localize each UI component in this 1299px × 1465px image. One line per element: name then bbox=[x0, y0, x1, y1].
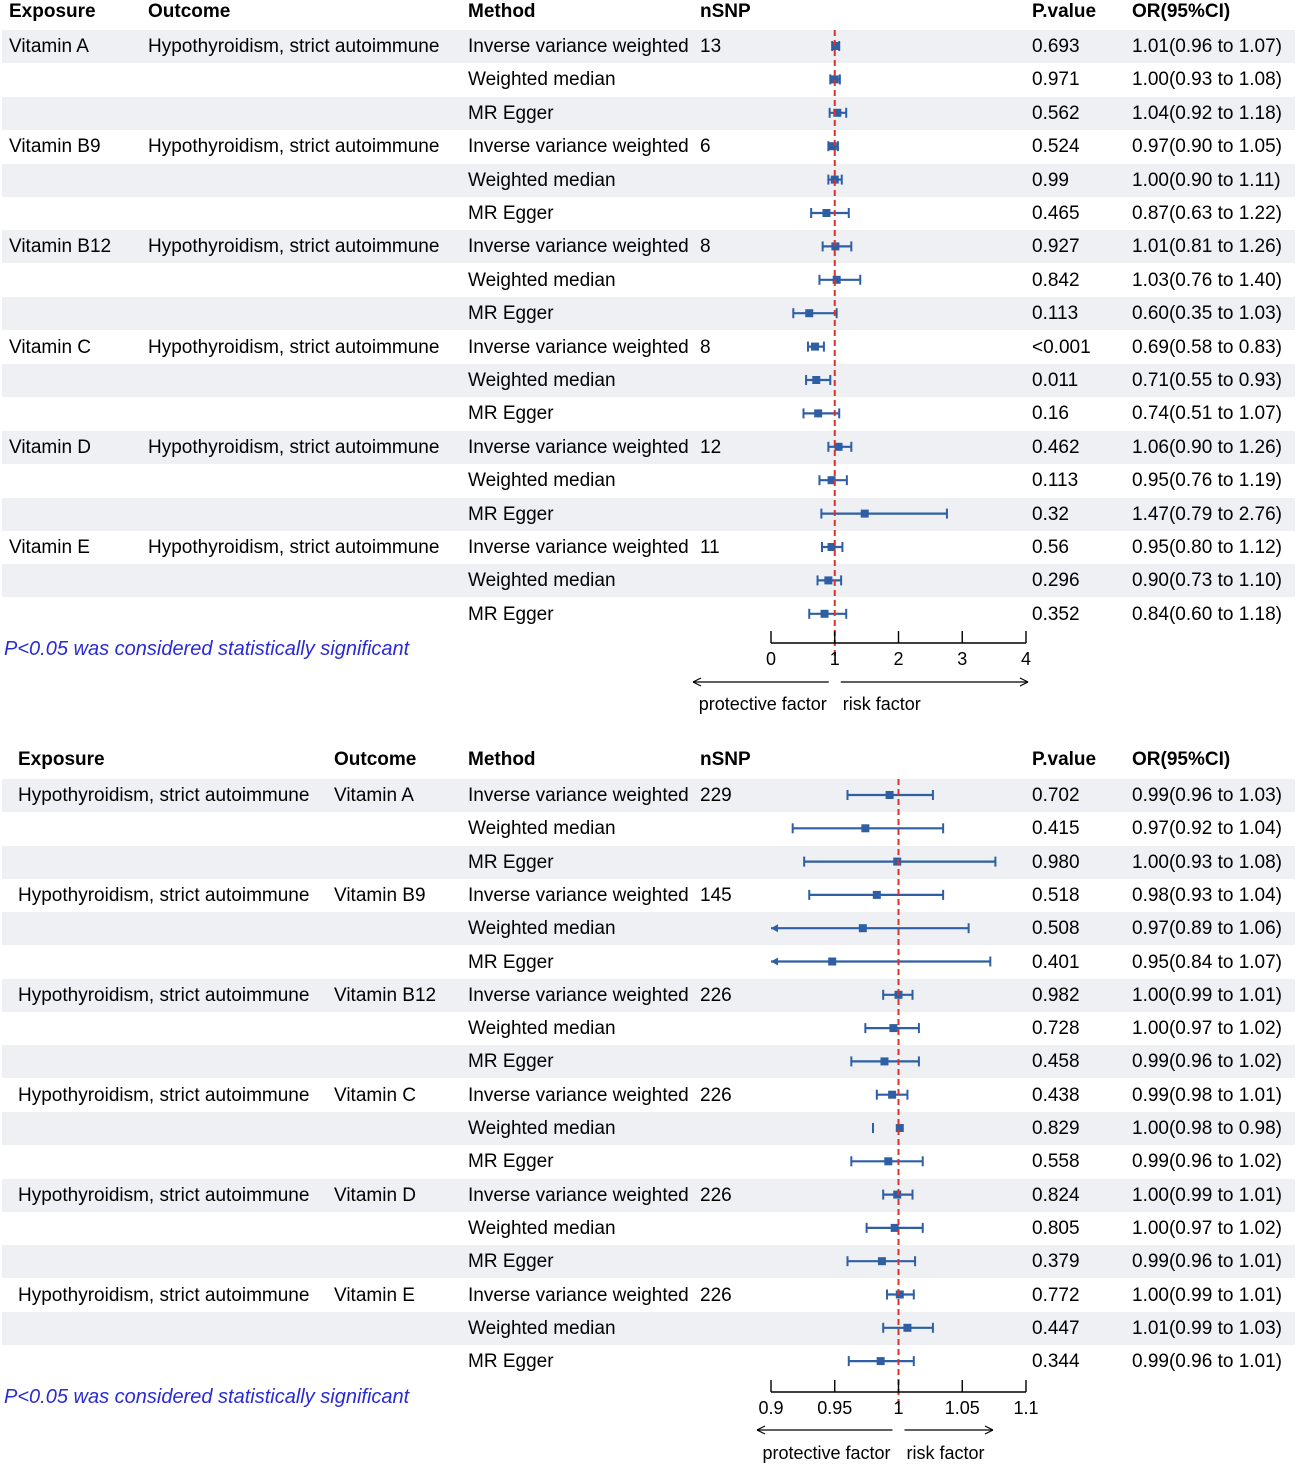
cell-or: 0.84(0.60 to 1.18) bbox=[1132, 603, 1282, 625]
x-tick-label: 0.9 bbox=[758, 1398, 784, 1418]
x-tick-label: 1 bbox=[829, 649, 840, 669]
point-estimate bbox=[884, 1157, 892, 1165]
header-or: OR(95%CI) bbox=[1132, 1, 1231, 22]
cell-outcome: Hypothyroidism, strict autoimmune bbox=[148, 36, 440, 57]
protective-label: protective factor bbox=[698, 694, 827, 714]
cell-exposure: Hypothyroidism, strict autoimmune bbox=[18, 785, 310, 806]
cell-exposure: Vitamin B12 bbox=[9, 236, 112, 258]
cell-nsnp: 12 bbox=[700, 436, 722, 458]
point-estimate bbox=[821, 610, 829, 618]
cell-pvalue: 0.971 bbox=[1032, 69, 1080, 91]
ci-marker-9 bbox=[877, 1090, 908, 1100]
point-estimate bbox=[822, 209, 830, 217]
cell-pvalue: 0.805 bbox=[1032, 1217, 1080, 1239]
cell-outcome: Vitamin C bbox=[334, 1084, 417, 1106]
cell-pvalue: 0.562 bbox=[1032, 102, 1080, 124]
cell-exposure: Hypothyroidism, strict autoimmune bbox=[18, 984, 310, 1006]
ci-marker-6 bbox=[823, 241, 852, 251]
x-tick-label: 0 bbox=[765, 649, 777, 669]
ci-marker-3 bbox=[828, 141, 838, 151]
cell-method: Inverse variance weighted bbox=[468, 1184, 689, 1206]
cell-outcome: Vitamin A bbox=[334, 785, 414, 806]
ci-marker-12 bbox=[828, 442, 851, 452]
cell-nsnp: 229 bbox=[700, 785, 732, 806]
cell-pvalue: 0.702 bbox=[1032, 785, 1080, 806]
ci-marker-2 bbox=[804, 857, 995, 867]
point-estimate bbox=[877, 1357, 885, 1365]
ci-marker-17 bbox=[849, 1356, 914, 1366]
cell-outcome: Vitamin E bbox=[334, 1284, 415, 1306]
cell-nsnp: 226 bbox=[700, 984, 732, 1006]
cell-method: MR Egger bbox=[468, 403, 554, 425]
cell-or: 1.01(0.99 to 1.03) bbox=[1132, 1317, 1282, 1339]
ci-marker-5 bbox=[811, 208, 849, 218]
header-method: Method bbox=[468, 749, 536, 770]
cell-or: 0.71(0.55 to 0.93) bbox=[1132, 370, 1282, 391]
cell-pvalue: 0.842 bbox=[1032, 269, 1080, 291]
cell-pvalue: 0.465 bbox=[1032, 203, 1080, 224]
cell-method: MR Egger bbox=[468, 1051, 554, 1073]
cell-or: 1.00(0.99 to 1.01) bbox=[1132, 984, 1282, 1006]
point-estimate bbox=[896, 1124, 904, 1132]
cell-method: Weighted median bbox=[468, 818, 616, 840]
ci-marker-2 bbox=[830, 108, 847, 118]
header-nsnp: nSNP bbox=[700, 749, 751, 770]
ci-marker-5 bbox=[771, 957, 990, 967]
cell-or: 0.97(0.89 to 1.06) bbox=[1132, 918, 1282, 940]
cell-or: 0.99(0.96 to 1.03) bbox=[1132, 785, 1282, 806]
cell-pvalue: 0.99 bbox=[1032, 169, 1069, 191]
cell-pvalue: 0.508 bbox=[1032, 918, 1080, 940]
cell-method: MR Egger bbox=[468, 1251, 554, 1273]
cell-or: 0.97(0.90 to 1.05) bbox=[1132, 136, 1282, 158]
cell-pvalue: 0.56 bbox=[1032, 537, 1069, 558]
point-estimate bbox=[828, 958, 836, 966]
x-tick-label: 3 bbox=[957, 649, 968, 669]
cell-exposure: Vitamin D bbox=[9, 436, 92, 458]
cell-nsnp: 8 bbox=[700, 236, 711, 258]
point-estimate bbox=[888, 1091, 896, 1099]
significance-footnote: P<0.05 was considered statistically significant bbox=[4, 638, 410, 660]
cell-nsnp: 8 bbox=[700, 336, 711, 358]
cell-method: Inverse variance weighted bbox=[468, 537, 689, 558]
cell-or: 0.95(0.84 to 1.07) bbox=[1132, 951, 1282, 973]
point-estimate bbox=[824, 576, 832, 584]
cell-pvalue: 0.558 bbox=[1032, 1151, 1080, 1173]
point-estimate bbox=[889, 1024, 897, 1032]
cell-or: 1.06(0.90 to 1.26) bbox=[1132, 436, 1282, 458]
cell-or: 0.99(0.96 to 1.02) bbox=[1132, 1151, 1282, 1173]
x-tick-label: 1.05 bbox=[944, 1398, 980, 1418]
cell-nsnp: 226 bbox=[700, 1284, 732, 1306]
cell-or: 0.95(0.76 to 1.19) bbox=[1132, 470, 1282, 492]
cell-pvalue: 0.728 bbox=[1032, 1018, 1080, 1040]
cell-method: MR Egger bbox=[468, 1151, 554, 1173]
direction-arrows bbox=[693, 678, 1028, 714]
ci-marker-0 bbox=[848, 790, 933, 800]
cell-method: Inverse variance weighted bbox=[468, 1084, 689, 1106]
cell-pvalue: 0.415 bbox=[1032, 818, 1080, 840]
forest-plot-svg bbox=[0, 745, 1299, 1465]
header-nsnp: nSNP bbox=[700, 1, 751, 22]
cell-method: MR Egger bbox=[468, 303, 554, 325]
cell-nsnp: 226 bbox=[700, 1184, 732, 1206]
header-outcome: Outcome bbox=[148, 1, 231, 22]
point-estimate bbox=[811, 343, 819, 351]
cell-method: Inverse variance weighted bbox=[468, 36, 689, 57]
point-estimate bbox=[873, 891, 881, 899]
cell-method: Weighted median bbox=[468, 69, 616, 91]
cell-method: Inverse variance weighted bbox=[468, 436, 689, 458]
cell-or: 1.00(0.99 to 1.01) bbox=[1132, 1284, 1282, 1306]
ci-arrow-left bbox=[771, 958, 778, 966]
cell-or: 1.47(0.79 to 2.76) bbox=[1132, 503, 1282, 525]
point-estimate bbox=[878, 1257, 886, 1265]
cell-method: Weighted median bbox=[468, 1018, 616, 1040]
cell-method: MR Egger bbox=[468, 203, 554, 224]
cell-or: 0.69(0.58 to 0.83) bbox=[1132, 336, 1282, 358]
cell-method: Weighted median bbox=[468, 370, 616, 391]
ci-marker-13 bbox=[819, 475, 846, 485]
x-tick-label: 1.1 bbox=[1013, 1398, 1039, 1418]
ci-marker-16 bbox=[883, 1323, 933, 1333]
ci-arrow-left bbox=[771, 924, 778, 932]
header-outcome: Outcome bbox=[334, 749, 417, 770]
cell-method: Inverse variance weighted bbox=[468, 785, 689, 806]
cell-or: 1.04(0.92 to 1.18) bbox=[1132, 102, 1282, 124]
cell-method: Inverse variance weighted bbox=[468, 336, 689, 358]
cell-or: 1.03(0.76 to 1.40) bbox=[1132, 269, 1282, 291]
cell-pvalue: 0.524 bbox=[1032, 136, 1080, 158]
cell-outcome: Hypothyroidism, strict autoimmune bbox=[148, 336, 440, 358]
cell-exposure: Vitamin E bbox=[9, 537, 90, 558]
point-estimate bbox=[835, 443, 843, 451]
cell-method: Weighted median bbox=[468, 1317, 616, 1339]
x-tick-label: 2 bbox=[893, 649, 904, 669]
cell-pvalue: 0.32 bbox=[1032, 503, 1069, 525]
cell-pvalue: 0.772 bbox=[1032, 1284, 1080, 1306]
cell-nsnp: 11 bbox=[700, 537, 720, 558]
cell-outcome: Vitamin B12 bbox=[334, 984, 437, 1006]
cell-nsnp: 145 bbox=[700, 884, 732, 906]
cell-or: 0.99(0.96 to 1.01) bbox=[1132, 1251, 1282, 1273]
point-estimate bbox=[893, 1191, 901, 1199]
cell-method: Weighted median bbox=[468, 470, 616, 492]
cell-pvalue: 0.352 bbox=[1032, 603, 1080, 625]
header-method: Method bbox=[468, 1, 536, 22]
ci-marker-14 bbox=[848, 1256, 916, 1266]
cell-nsnp: 6 bbox=[700, 136, 711, 158]
point-estimate bbox=[861, 824, 869, 832]
cell-outcome: Hypothyroidism, strict autoimmune bbox=[148, 236, 440, 258]
cell-or: 0.60(0.35 to 1.03) bbox=[1132, 303, 1282, 325]
ci-marker-1 bbox=[793, 823, 943, 833]
cell-exposure: Vitamin B9 bbox=[9, 136, 101, 158]
cell-pvalue: 0.982 bbox=[1032, 984, 1080, 1006]
cell-method: Inverse variance weighted bbox=[468, 1284, 689, 1306]
cell-method: MR Egger bbox=[468, 951, 554, 973]
cell-or: 0.87(0.63 to 1.22) bbox=[1132, 203, 1282, 224]
cell-pvalue: 0.824 bbox=[1032, 1184, 1080, 1206]
ci-marker-15 bbox=[822, 542, 842, 552]
cell-or: 1.00(0.93 to 1.08) bbox=[1132, 69, 1282, 91]
cell-method: Weighted median bbox=[468, 1118, 616, 1139]
point-estimate bbox=[805, 309, 813, 317]
protective-label: protective factor bbox=[762, 1443, 891, 1463]
risk-label: risk factor bbox=[842, 694, 921, 714]
cell-exposure: Hypothyroidism, strict autoimmune bbox=[18, 1284, 310, 1306]
cell-outcome: Hypothyroidism, strict autoimmune bbox=[148, 537, 440, 558]
cell-pvalue: 0.113 bbox=[1032, 470, 1079, 492]
cell-pvalue: 0.980 bbox=[1032, 851, 1080, 873]
cell-or: 1.00(0.93 to 1.08) bbox=[1132, 851, 1282, 873]
cell-method: MR Egger bbox=[468, 102, 554, 124]
cell-nsnp: 13 bbox=[700, 36, 722, 57]
forest-plot-top bbox=[0, 0, 1299, 720]
cell-method: MR Egger bbox=[468, 1351, 554, 1373]
cell-pvalue: 0.447 bbox=[1032, 1317, 1080, 1339]
cell-nsnp: 226 bbox=[700, 1084, 732, 1106]
cell-pvalue: 0.379 bbox=[1032, 1251, 1080, 1273]
forest-plot-svg bbox=[0, 0, 1299, 720]
cell-pvalue: 0.458 bbox=[1032, 1051, 1080, 1073]
point-estimate bbox=[886, 791, 894, 799]
header-pvalue: P.value bbox=[1032, 749, 1097, 770]
ci-marker-7 bbox=[865, 1023, 919, 1033]
cell-method: Inverse variance weighted bbox=[468, 884, 689, 906]
cell-pvalue: 0.296 bbox=[1032, 570, 1080, 592]
cell-or: 0.99(0.98 to 1.01) bbox=[1132, 1084, 1282, 1106]
cell-method: Inverse variance weighted bbox=[468, 236, 689, 258]
cell-pvalue: 0.927 bbox=[1032, 236, 1080, 258]
x-axis bbox=[758, 1380, 1038, 1418]
cell-outcome: Hypothyroidism, strict autoimmune bbox=[148, 136, 440, 158]
point-estimate bbox=[880, 1057, 888, 1065]
point-estimate bbox=[896, 1291, 904, 1299]
cell-or: 1.01(0.81 to 1.26) bbox=[1132, 236, 1282, 258]
cell-outcome: Vitamin D bbox=[334, 1184, 417, 1206]
cell-method: Weighted median bbox=[468, 169, 616, 191]
point-estimate bbox=[814, 409, 822, 417]
header-or: OR(95%CI) bbox=[1132, 749, 1231, 770]
ci-marker-13 bbox=[867, 1223, 923, 1233]
direction-arrows bbox=[757, 1426, 993, 1463]
cell-method: MR Egger bbox=[468, 503, 554, 525]
cell-pvalue: 0.16 bbox=[1032, 403, 1069, 425]
ci-marker-16 bbox=[818, 575, 842, 585]
cell-or: 1.00(0.97 to 1.02) bbox=[1132, 1018, 1282, 1040]
ci-marker-17 bbox=[809, 609, 846, 619]
cell-method: Weighted median bbox=[468, 918, 616, 940]
cell-or: 0.95(0.80 to 1.12) bbox=[1132, 537, 1282, 558]
cell-or: 1.00(0.97 to 1.02) bbox=[1132, 1217, 1282, 1239]
cell-method: Inverse variance weighted bbox=[468, 136, 689, 158]
point-estimate bbox=[859, 924, 867, 932]
cell-method: MR Egger bbox=[468, 851, 554, 873]
cell-outcome: Vitamin B9 bbox=[334, 884, 426, 906]
x-tick-label: 0.95 bbox=[817, 1398, 853, 1418]
header-exposure: Exposure bbox=[9, 1, 96, 22]
ci-marker-3 bbox=[809, 890, 943, 900]
ci-marker-11 bbox=[851, 1156, 922, 1166]
cell-or: 0.74(0.51 to 1.07) bbox=[1132, 403, 1282, 425]
cell-pvalue: 0.829 bbox=[1032, 1118, 1080, 1139]
cell-pvalue: 0.401 bbox=[1032, 951, 1080, 973]
forest-plot-bottom bbox=[0, 745, 1299, 1465]
ci-marker-8 bbox=[851, 1056, 919, 1066]
cell-exposure: Hypothyroidism, strict autoimmune bbox=[18, 884, 310, 906]
x-axis bbox=[766, 631, 1031, 669]
cell-pvalue: <0.001 bbox=[1032, 336, 1091, 358]
risk-label: risk factor bbox=[906, 1443, 985, 1463]
cell-or: 0.99(0.96 to 1.01) bbox=[1132, 1351, 1282, 1373]
cell-or: 0.90(0.73 to 1.10) bbox=[1132, 570, 1282, 592]
header-pvalue: P.value bbox=[1032, 1, 1097, 22]
point-estimate bbox=[812, 376, 820, 384]
ci-marker-7 bbox=[819, 275, 860, 285]
point-estimate bbox=[891, 1224, 899, 1232]
cell-pvalue: 0.438 bbox=[1032, 1084, 1080, 1106]
ci-marker-15 bbox=[887, 1290, 914, 1300]
ci-marker-8 bbox=[793, 308, 836, 318]
cell-exposure: Hypothyroidism, strict autoimmune bbox=[18, 1184, 310, 1206]
cell-pvalue: 0.693 bbox=[1032, 36, 1080, 57]
cell-or: 0.98(0.93 to 1.04) bbox=[1132, 884, 1282, 906]
cell-or: 0.97(0.92 to 1.04) bbox=[1132, 818, 1282, 840]
header-exposure: Exposure bbox=[18, 749, 105, 770]
cell-pvalue: 0.462 bbox=[1032, 436, 1080, 458]
ci-marker-14 bbox=[821, 509, 947, 519]
ci-marker-4 bbox=[771, 923, 969, 933]
cell-method: Weighted median bbox=[468, 1217, 616, 1239]
cell-or: 1.01(0.96 to 1.07) bbox=[1132, 36, 1282, 57]
cell-pvalue: 0.518 bbox=[1032, 884, 1080, 906]
x-tick-label: 4 bbox=[1020, 649, 1032, 669]
point-estimate bbox=[861, 510, 869, 518]
cell-method: Weighted median bbox=[468, 269, 616, 291]
cell-pvalue: 0.344 bbox=[1032, 1351, 1080, 1373]
ci-marker-10 bbox=[806, 375, 830, 385]
cell-exposure: Vitamin C bbox=[9, 336, 92, 358]
cell-method: MR Egger bbox=[468, 603, 554, 625]
cell-pvalue: 0.011 bbox=[1032, 370, 1079, 391]
cell-or: 1.00(0.90 to 1.11) bbox=[1132, 169, 1281, 191]
cell-or: 0.99(0.96 to 1.02) bbox=[1132, 1051, 1282, 1073]
point-estimate bbox=[893, 858, 901, 866]
significance-footnote: P<0.05 was considered statistically significant bbox=[4, 1386, 410, 1408]
cell-or: 1.00(0.99 to 1.01) bbox=[1132, 1184, 1282, 1206]
point-estimate bbox=[903, 1324, 911, 1332]
ci-marker-9 bbox=[808, 342, 824, 352]
cell-or: 1.00(0.98 to 0.98) bbox=[1132, 1118, 1282, 1139]
cell-exposure: Hypothyroidism, strict autoimmune bbox=[18, 1084, 310, 1106]
x-tick-label: 1 bbox=[893, 1398, 904, 1418]
cell-outcome: Hypothyroidism, strict autoimmune bbox=[148, 436, 440, 458]
cell-method: Inverse variance weighted bbox=[468, 984, 689, 1006]
cell-method: Weighted median bbox=[468, 570, 616, 592]
cell-exposure: Vitamin A bbox=[9, 36, 89, 57]
cell-pvalue: 0.113 bbox=[1032, 303, 1079, 325]
